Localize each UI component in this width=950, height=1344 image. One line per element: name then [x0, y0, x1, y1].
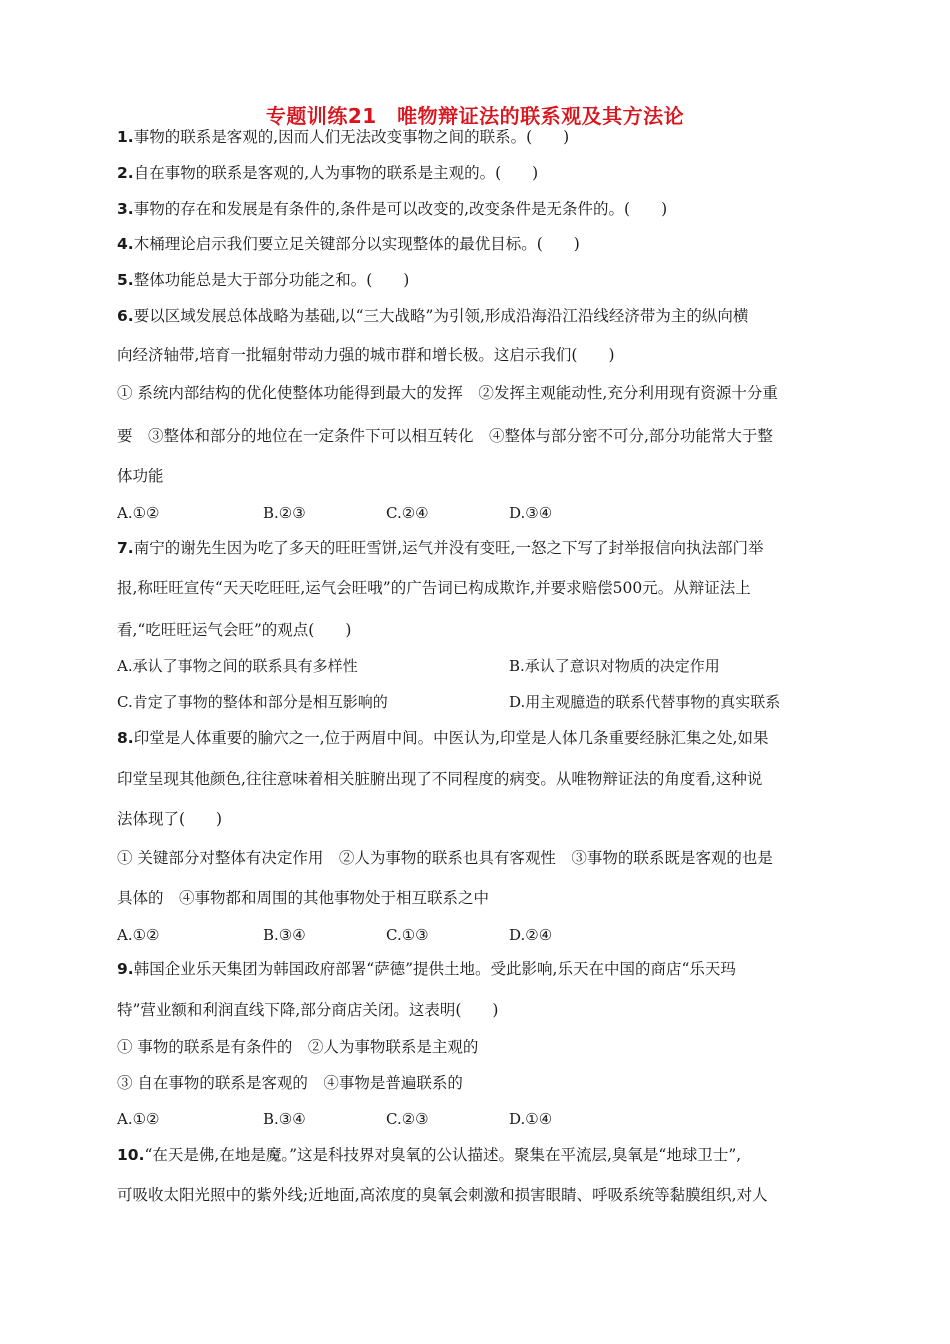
question-text: “在天是佛,在地是魔。”这是科技界对臭氧的公认描述。聚集在平流层,臭氧是“地球卫士”, [144, 1146, 742, 1164]
question-6 [117, 306, 837, 326]
question-6-statement-3: 体功能 [117, 467, 164, 485]
option-c[interactable]: C.②③ [386, 1110, 429, 1128]
option-a[interactable]: A.承认了事物之间的联系具有多样性 [117, 657, 358, 675]
question-6-statement-1: ① 系统内部结构的优化使整体功能得到最大的发挥 ②发挥主观能动性,充分利用现有资源十分重 [117, 384, 778, 402]
question-8-statement-2: 具体的 ④事物都和周围的其他事物处于相互联系之中 [117, 889, 490, 907]
question-9-statement-1: ① 事物的联系是有条件的 ②人为事物联系是主观的 [117, 1038, 479, 1056]
question-8-line-2: 印堂呈现其他颜色,往往意味着相关脏腑出现了不同程度的病变。从唯物辩证法的角度看,这种说 [117, 770, 763, 788]
question-text: 南宁的谢先生因为吃了多天的旺旺雪饼,运气并没有变旺,一怒之下写了封举报信向执法部门举 [133, 539, 764, 557]
question-9-line-2: 特”营业额和利润直线下降,部分商店关闭。这表明( ) [117, 1001, 499, 1019]
question-text: 自在事物的联系是客观的,人为事物的联系是主观的。( ) [133, 164, 539, 182]
option-d[interactable]: D.②④ [509, 926, 553, 944]
page-title: 专题训练21 唯物辩证法的联系观及其方法论 [265, 104, 685, 128]
question-text: 印堂是人体重要的腧穴之一,位于两眉中间。中医认为,印堂是人体几条重要经脉汇集之处,如果 [133, 729, 769, 747]
question-text: 事物的存在和发展是有条件的,条件是可以改变的,改变条件是无条件的。( ) [133, 200, 668, 218]
question-number: 5. [117, 271, 134, 289]
question-8-line-3: 法体现了( ) [117, 810, 223, 828]
question-9-statement-2: ③ 自在事物的联系是客观的 ④事物是普遍联系的 [117, 1074, 463, 1092]
option-c[interactable]: C.①③ [386, 926, 429, 944]
question-6-statement-2: 要 ③整体和部分的地位在一定条件下可以相互转化 ④整体与部分密不可分,部分功能常大于整 [117, 427, 773, 445]
option-d[interactable]: D.③④ [509, 504, 553, 522]
question-8 [117, 728, 837, 748]
question-text: 要以区域发展总体战略为基础,以“三大战略”为引领,形成沿海沿江沿线经济带为主的纵向横 [133, 307, 749, 325]
question-number: 4. [117, 235, 134, 253]
question-number: 10. [117, 1146, 145, 1164]
question-text: 事物的联系是客观的,因而人们无法改变事物之间的联系。( ) [133, 128, 570, 146]
question-5 [117, 270, 837, 290]
option-d[interactable]: D.①④ [509, 1110, 553, 1128]
question-10-line-2: 可吸收太阳光照中的紫外线;近地面,高浓度的臭氧会刺激和损害眼睛、呼吸系统等黏膜组织,对人 [117, 1186, 768, 1204]
option-d[interactable]: D.用主观臆造的联系代替事物的真实联系 [509, 693, 781, 711]
option-a[interactable]: A.①② [117, 926, 160, 944]
option-b[interactable]: B.③④ [263, 926, 306, 944]
question-8-statement-1: ① 关键部分对整体有决定作用 ②人为事物的联系也具有客观性 ③事物的联系既是客观的也是 [117, 849, 773, 867]
option-c[interactable]: C.肯定了事物的整体和部分是相互影响的 [117, 693, 388, 711]
question-2 [117, 163, 837, 183]
option-b[interactable]: B.承认了意识对物质的决定作用 [509, 657, 720, 675]
option-b[interactable]: B.③④ [263, 1110, 306, 1128]
question-6-line-2: 向经济轴带,培育一批辐射带动力强的城市群和增长极。这启示我们( ) [117, 346, 615, 364]
question-1 [117, 127, 837, 147]
question-number: 9. [117, 960, 134, 978]
question-number: 3. [117, 200, 134, 218]
option-b[interactable]: B.②③ [263, 504, 306, 522]
option-c[interactable]: C.②④ [386, 504, 429, 522]
question-text: 整体功能总是大于部分功能之和。( ) [133, 271, 410, 289]
question-7 [117, 538, 837, 558]
question-4 [117, 234, 837, 254]
question-3 [117, 199, 837, 219]
option-a[interactable]: A.①② [117, 504, 160, 522]
question-text: 韩国企业乐天集团为韩国政府部署“萨德”提供土地。受此影响,乐天在中国的商店“乐天玛 [133, 960, 736, 978]
question-number: 2. [117, 164, 134, 182]
question-number: 1. [117, 128, 134, 146]
question-number: 6. [117, 307, 134, 325]
question-7-line-2: 报,称旺旺宣传“天天吃旺旺,运气会旺哦”的广告词已构成欺诈,并要求赔偿500元。从辩证法上 [117, 579, 751, 597]
question-9 [117, 959, 837, 979]
question-10 [117, 1145, 837, 1165]
question-text: 木桶理论启示我们要立足关键部分以实现整体的最优目标。( ) [133, 235, 580, 253]
question-7-line-3: 看,“吃旺旺运气会旺”的观点( ) [117, 621, 352, 639]
question-number: 7. [117, 539, 134, 557]
option-a[interactable]: A.①② [117, 1110, 160, 1128]
question-number: 8. [117, 729, 134, 747]
